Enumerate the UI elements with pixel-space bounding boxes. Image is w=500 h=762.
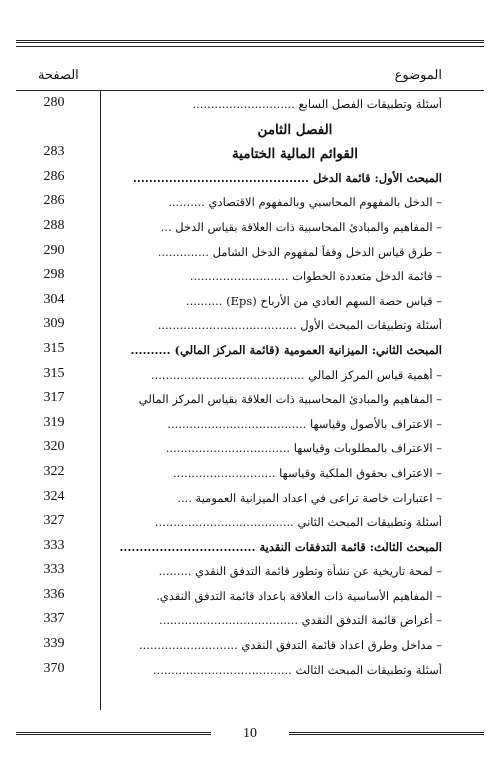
toc-entry-title: – أهمية قياس المركز المالي .......................................... (150, 367, 442, 382)
toc-entry-page: 304 (43, 291, 65, 307)
toc-entry-page: 333 (43, 537, 65, 553)
toc-entry (16, 436, 484, 461)
toc-entry-title: أسئلة وتطبيقات المبحث الثاني ...................................... (154, 515, 442, 530)
toc-entry (16, 190, 484, 215)
toc-entry (16, 240, 484, 265)
toc-entry-page: 370 (43, 660, 65, 676)
toc-entry-page: 309 (43, 316, 65, 332)
toc-entry (16, 584, 484, 609)
toc-entry-title: – المفاهيم والمبادئ المحاسبية ذات العلاقة بقياس الدخل ... (160, 219, 442, 234)
toc-entry (16, 289, 484, 314)
top-double-rule (16, 40, 484, 43)
toc-entry (16, 363, 484, 388)
toc-entry-title: – قائمة الدخل متعددة الخطوات ........................... (189, 269, 442, 284)
toc-entry-title: – طرق قياس الدخل وفقاً لمفهوم الدخل الشامل .............. (157, 244, 442, 259)
toc-entry-title: المبحث الأول: قائمة الدخل ............................................ (132, 170, 442, 185)
toc-entry-title: – مداخل وطرق اعداد قائمة التدفق النقدي ........................... (139, 638, 442, 653)
toc-entry-page: 324 (43, 488, 65, 504)
toc-entry-page: 315 (43, 365, 65, 381)
toc-entry-page: 333 (43, 562, 65, 578)
toc-entry-page: 337 (43, 611, 65, 627)
header-divider (16, 90, 484, 91)
toc-entry-title: – اعتبارات خاصة تراعى في اعداد الميزانية العمومية .... (177, 490, 442, 505)
toc-entry (16, 486, 484, 511)
toc-entry (16, 559, 484, 584)
toc-entry (16, 412, 484, 437)
toc-entry (16, 608, 484, 633)
toc-entry-page: 336 (43, 586, 65, 602)
page-number: 10 (243, 726, 257, 741)
toc-entry-page: 339 (43, 636, 65, 652)
toc-entry-title: المبحث الثالث: قائمة التدفقات النقدية .................................. (119, 539, 442, 554)
toc-entry (16, 264, 484, 289)
toc-entry-title: القوائم المالية الختامية (231, 146, 359, 163)
toc-entry-title: – لمحة تاريخية عن نشأة وتطور قائمة التدفق النقدي ......... (158, 564, 442, 579)
toc-entry (16, 338, 484, 363)
footer-rule-right (289, 732, 484, 735)
toc-entry-title: – الاعتراف بالأصول وقياسها ...................................... (167, 416, 442, 431)
table-of-contents (16, 92, 484, 682)
toc-entry-page: 315 (43, 340, 65, 356)
chapter-heading (16, 141, 484, 166)
toc-entry-page: 280 (43, 95, 65, 110)
chapter-heading (16, 117, 484, 142)
toc-entry-title: أسئلة وتطبيقات الفصل السابع ............................ (192, 97, 442, 111)
toc-entry-title: أسئلة وتطبيقات المبحث الأول ...................................... (157, 318, 442, 333)
toc-entry (16, 658, 484, 683)
toc-entry-page: 298 (43, 267, 65, 283)
toc-entry-title: – الدخل بالمفهوم المحاسبي وبالمفهوم الاقتصادي .......... (168, 195, 442, 210)
toc-entry-title: – قياس حصة السهم العادي من الأرباح (Eps) .......... (185, 293, 442, 308)
toc-entry-title: الفصل الثامن (257, 121, 333, 138)
toc-entry (16, 633, 484, 658)
toc-entry-title: – الاعتراف بالمطلوبات وقياسها .................................. (165, 441, 442, 456)
toc-entry (16, 215, 484, 240)
toc-entry-title: – المفاهيم الأساسية ذات العلاقة باعداد قائمة التدفق النقدي. (156, 588, 442, 603)
toc-entry-page: 286 (43, 168, 65, 184)
toc-entry-page: 288 (43, 217, 65, 233)
page-footer (16, 728, 484, 748)
toc-entry-title: – أغراض قائمة التدفق النقدي ...................................... (159, 613, 442, 628)
toc-entry (16, 313, 484, 338)
toc-entry (16, 535, 484, 560)
top-rule (16, 46, 484, 47)
toc-entry (16, 92, 484, 117)
toc-entry-page: 317 (43, 390, 65, 406)
toc-entry (16, 387, 484, 412)
toc-header (16, 66, 484, 86)
toc-entry-title: – المفاهيم والمبادئ المحاسبية ذات العلاقة بقياس المركز المالي (138, 392, 442, 407)
toc-entry-title: أسئلة وتطبيقات المبحث الثالث ...................................... (152, 662, 442, 677)
toc-entry (16, 510, 484, 535)
toc-entry (16, 461, 484, 486)
toc-entry-page: 320 (43, 439, 65, 455)
toc-entry-title: المبحث الثاني: الميزانية العمومية (قائمة المركز المالي) .......... (130, 342, 442, 357)
toc-entry-page: 286 (43, 193, 65, 209)
toc-entry-page: 322 (43, 463, 65, 479)
toc-entry-page: 327 (43, 513, 65, 529)
toc-entry-page: 283 (43, 144, 65, 160)
toc-entry (16, 166, 484, 191)
page-column-label: الصفحة (38, 68, 79, 83)
toc-entry-title: – الاعتراف بحقوق الملكية وقياسها ............................ (173, 465, 442, 480)
toc-entry-page: 290 (43, 242, 65, 258)
topic-column-label: الموضوع (394, 68, 442, 83)
toc-entry-page: 319 (43, 414, 65, 430)
